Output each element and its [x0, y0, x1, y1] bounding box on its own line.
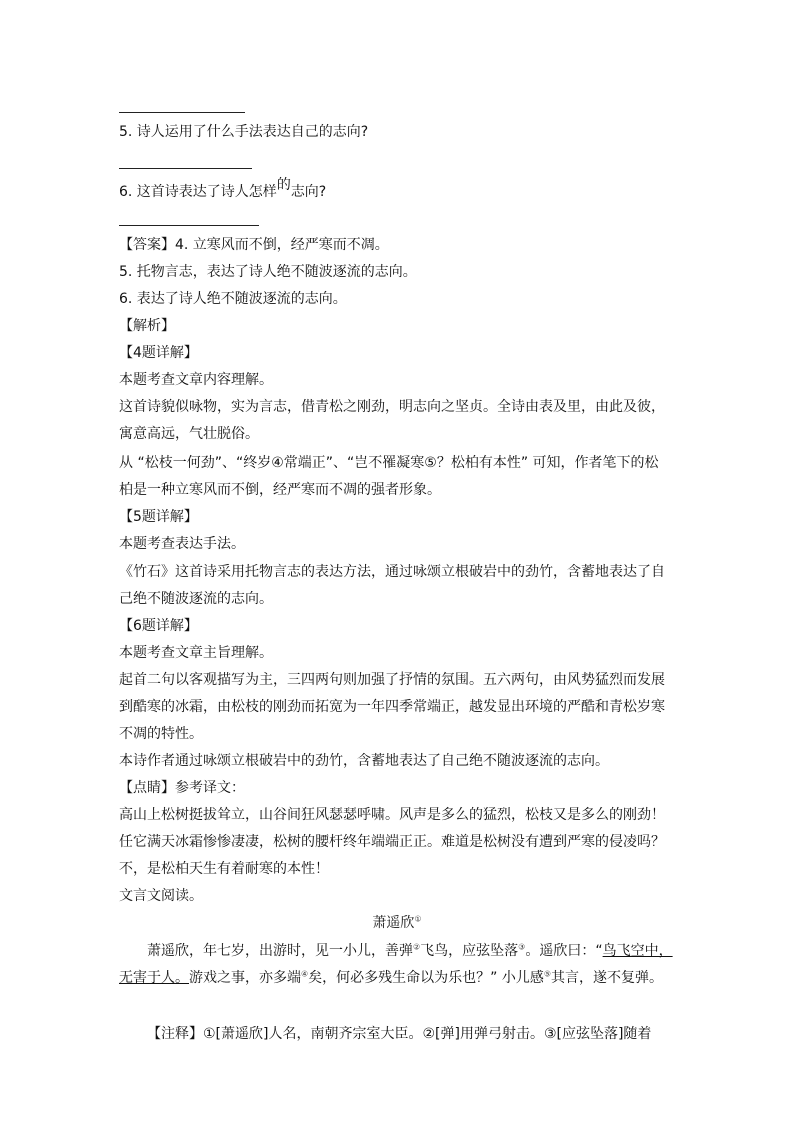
translation-line: 不，是松柏天生有着耐寒的本性！ [119, 861, 329, 877]
q5-detail-line: 《竹石》这首诗采用托物言志的表达方法，通过咏颂立根破岩中的劲竹，含蓄地表达了自 [119, 564, 665, 580]
q4-detail-line: 柏是一种立寒风而不倒，经严寒而不凋的强者形象。 [119, 482, 441, 498]
q4-detail-line: 这首诗貌似咏物，实为言志，借青松之刚劲，明志向之坚贞。全诗由表及里，由此及彼， [119, 399, 665, 415]
question-6: 6. 这首诗表达了诗人怎样的志向? [119, 177, 327, 200]
q6-detail-title: 【6题详解】 [119, 618, 198, 634]
q6-detail-line: 本题考查文章主旨理解。 [119, 645, 273, 661]
classical-title: 萧遥欣① [372, 914, 422, 931]
analysis-header: 【解析】 [119, 318, 175, 334]
underlined-quote: 鸟飞空中， [602, 943, 673, 959]
q5-detail-title: 【5题详解】 [119, 509, 198, 525]
translation-line: 高山上松树挺拔耸立，山谷间狂风瑟瑟呼啸。风声是多么的猛烈，松枝又是多么的刚劲！ [119, 807, 665, 823]
q6-detail-line: 不凋的特性。 [119, 726, 203, 742]
answer-blank-5[interactable] [119, 168, 252, 169]
classical-paragraph-line: 萧遥欣，年七岁，出游时，见一小儿，善弹②飞鸟，应弦坠落③。遥欣曰：“鸟飞空中， [147, 942, 673, 959]
q4-detail-line: 寓意高远，气壮脱俗。 [119, 426, 259, 442]
answer-5: 5. 托物言志，表达了诗人绝不随波逐流的志向。 [119, 264, 417, 280]
answer-4: 【答案】4. 立寒风而不倒，经严寒而不凋。 [119, 237, 389, 253]
q5-detail-line: 己绝不随波逐流的志向。 [119, 591, 273, 607]
answer-blank-4[interactable] [119, 112, 245, 113]
q5-detail-line: 本题考查表达手法。 [119, 536, 245, 552]
q4-detail-line: 从 “松枝一何劲”、“终岁④常端正”、“岂不罹凝寒⑤？松柏有本性” 可知，作者笔下的松 [119, 455, 659, 471]
translation-line: 任它满天冰霜惨惨凄凄，松树的腰杆终年端端正正。难道是松树没有遭到严寒的侵凌吗？ [119, 834, 665, 850]
answer-blank-6[interactable] [119, 225, 259, 226]
q4-detail-line: 本题考查文章内容理解。 [119, 372, 273, 388]
classical-paragraph-line: 无害于人。游戏之事，亦多端④矣，何必多残生命以为乐也？” 小儿感⑤其言，遂不复弹。 [119, 969, 664, 986]
q6-detail-line: 本诗作者通过咏颂立根破岩中的劲竹，含蓄地表达了自己绝不随波逐流的志向。 [119, 753, 609, 769]
translation-title: 【点睛】参考译文： [119, 780, 245, 796]
underlined-quote: 无害于人。 [119, 970, 189, 986]
q6-detail-line: 到酷寒的冰霜，由松枝的刚劲而拓宽为一年四季常端正，越发显出环境的严酷和青松岁寒 [119, 699, 665, 715]
question-5: 5. 诗人运用了什么手法表达自己的志向? [119, 124, 369, 140]
classical-note: 【注释】①[萧遥欣]人名，南朝齐宗室大臣。②[弹]用弹弓射击。③[应弦坠落]随着 [147, 1026, 652, 1042]
classical-intro: 文言文阅读。 [119, 888, 203, 904]
q4-detail-title: 【4题详解】 [119, 345, 198, 361]
q6-detail-line: 起首二句以客观描写为主，三四两句则加强了抒情的氛围。五六两句，由风势猛烈而发展 [119, 672, 665, 688]
answer-6: 6. 表达了诗人绝不随波逐流的志向。 [119, 291, 347, 307]
